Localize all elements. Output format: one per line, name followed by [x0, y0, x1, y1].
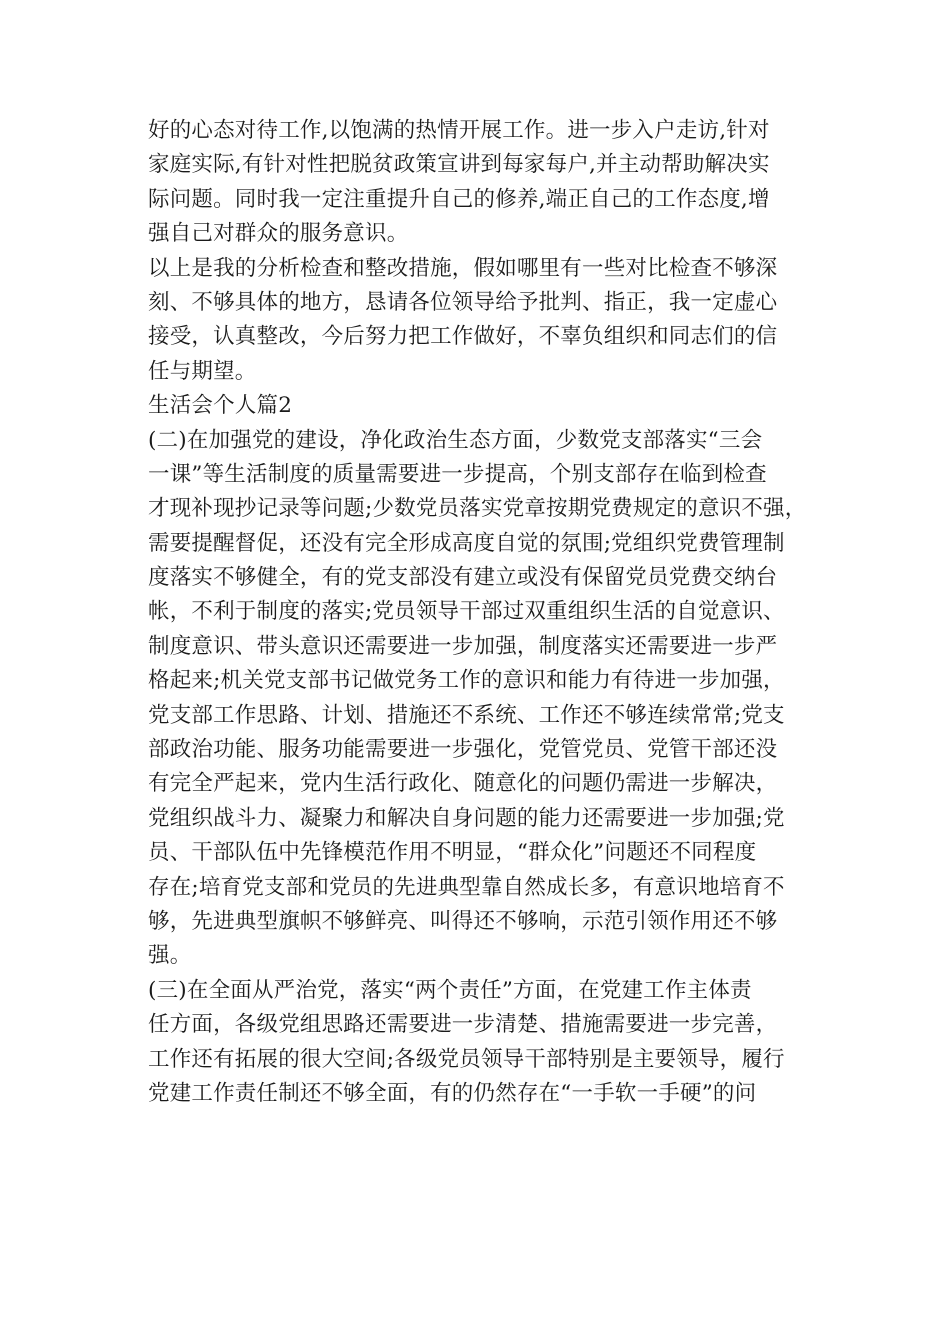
text-line: 够，先进典型旗帜不够鲜亮、叫得还不够响，示范引领作用还不够	[148, 908, 778, 934]
text-line: 帐，不利于制度的落实;党员领导干部过双重组织生活的自觉意识、	[148, 599, 785, 625]
text-line: 一课”等生活制度的质量需要进一步提高，个别支部存在临到检查	[148, 461, 767, 487]
text-line: 接受，认真整改，今后努力把工作做好，不辜负组织和同志们的信	[148, 324, 778, 350]
text-line: 度落实不够健全，有的党支部没有建立或没有保留党员党费交纳台	[148, 565, 778, 591]
text-line: 任方面，各级党组思路还需要进一步清楚、措施需要进一步完善，	[148, 1012, 778, 1038]
text-line: 家庭实际,有针对性把脱贫政策宣讲到每家每户,并主动帮助解决实	[148, 152, 770, 178]
document-body	[148, 114, 812, 1111]
text-line: 党组织战斗力、凝聚力和解决自身问题的能力还需要进一步加强;党	[148, 805, 785, 831]
text-line: 党支部工作思路、计划、措施还不系统、工作还不够连续常常;党支	[148, 702, 785, 728]
text-line: 任与期望。	[148, 358, 257, 384]
text-line: 需要提醒督促，还没有完全形成高度自觉的氛围;党组织党费管理制	[148, 530, 785, 556]
text-line: 际问题。同时我一定注重提升自己的修养,端正自己的工作态度,增	[148, 186, 770, 212]
text-line: 存在;培育党支部和党员的先进典型靠自然成长多，有意识地培育不	[148, 874, 785, 900]
text-line: 刻、不够具体的地方，恳请各位领导给予批判、指正，我一定虚心	[148, 289, 778, 315]
text-line: 部政治功能、服务功能需要进一步强化，党管党员、党管干部还没	[148, 737, 778, 763]
text-line: 以上是我的分析检查和整改措施，假如哪里有一些对比检查不够深	[148, 255, 778, 281]
text-line: (二)在加强党的建设，净化政治生态方面，少数党支部落实“三会	[148, 427, 763, 453]
text-line: 工作还有拓展的很大空间;各级党员领导干部特别是主要领导，履行	[148, 1046, 785, 1072]
text-line: 制度意识、带头意识还需要进一步加强，制度落实还需要进一步严	[148, 633, 778, 659]
text-line: 才现补现抄记录等问题;少数党员落实党章按期党费规定的意识不强，	[148, 496, 807, 522]
text-line: 好的心态对待工作,以饱满的热情开展工作。进一步入户走访,针对	[148, 118, 770, 143]
text-line: 强自己对群众的服务意识。	[148, 221, 409, 247]
section-heading: 生活会个人篇2	[148, 393, 293, 419]
text-line: 员、干部队伍中先锋模范作用不明显，“群众化”问题还不同程度	[148, 840, 757, 866]
text-line: 有完全严起来，党内生活行政化、随意化的问题仍需进一步解决，	[148, 771, 778, 797]
text-line: 强。	[148, 943, 192, 969]
text-line: 格起来;机关党支部书记做党务工作的意识和能力有待进一步加强，	[148, 668, 785, 694]
text-line: (三)在全面从严治党，落实“两个责任”方面，在党建工作主体责	[148, 977, 752, 1003]
text-line: 党建工作责任制还不够全面，有的仍然存在“一手软一手硬”的问	[148, 1080, 757, 1106]
